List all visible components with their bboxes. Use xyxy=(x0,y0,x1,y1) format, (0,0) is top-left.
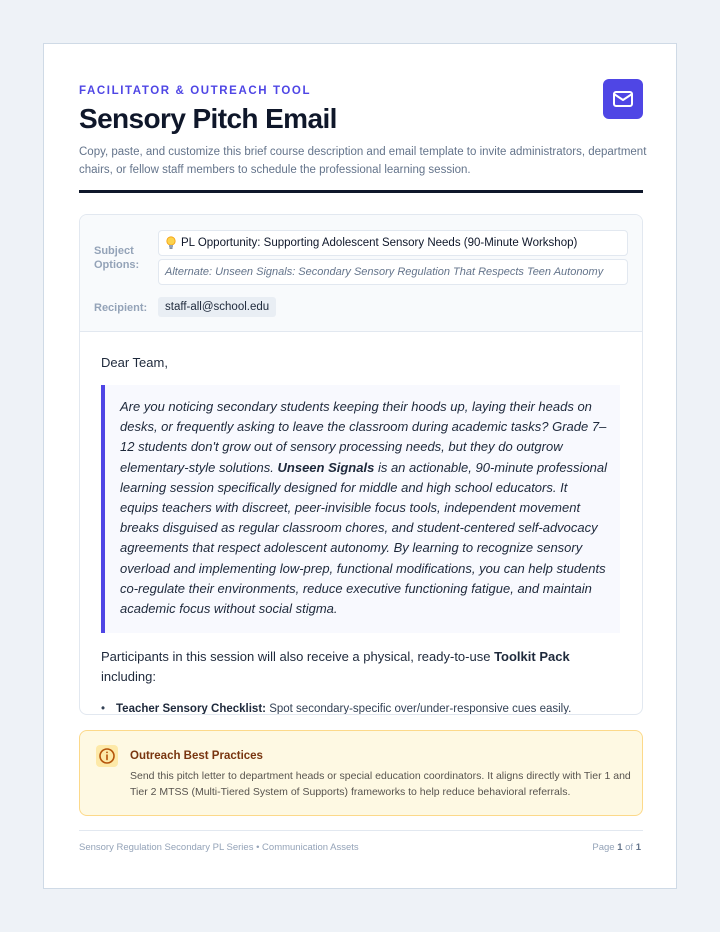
recipient-chip[interactable]: staff-all@school.edu xyxy=(158,297,276,317)
footer-divider xyxy=(79,830,643,831)
email-template-card xyxy=(79,214,643,715)
header-divider xyxy=(79,190,643,193)
toolkit-paragraph xyxy=(101,647,620,687)
footer-series: Sensory Regulation Secondary PL Series • Communication Assets xyxy=(79,842,359,853)
para2-emphasis: Toolkit Pack xyxy=(494,649,570,664)
lightbulb-icon xyxy=(165,236,177,250)
page-prefix: Page xyxy=(592,842,618,853)
document-page xyxy=(43,43,677,889)
subject-option-primary[interactable] xyxy=(158,230,628,256)
para2-text-2: including: xyxy=(101,669,156,684)
email-greeting: Dear Team, xyxy=(101,355,168,370)
recipient-label: Recipient: xyxy=(94,302,148,314)
subject-alt-text: Alternate: Unseen Signals: Secondary Sensory Regulation That Respects Teen Autonomy xyxy=(165,266,604,278)
tips-body: Send this pitch letter to department heads or special education coordinators. It aligns directly with Tier 1 and Tier 2 MTSS (Multi-Tiered System of Supports) frameworks to help reduce behavioral referrals. xyxy=(130,770,631,798)
list-item-title: Teacher Sensory Checklist: xyxy=(116,703,266,715)
intro-text: Copy, paste, and customize this brief course description and email template to invite administrators, department chairs, or fellow staff members to schedule the professional learning session. xyxy=(79,146,647,176)
email-meta xyxy=(80,215,642,332)
page-current: 1 xyxy=(617,842,623,853)
tips-title: Outreach Best Practices xyxy=(130,750,263,762)
para2-text-1: Participants in this session will also receive a physical, ready-to-use xyxy=(101,649,495,664)
quote-emphasis: Unseen Signals xyxy=(277,459,375,475)
outreach-tips-callout xyxy=(79,730,643,816)
subject-primary-text: PL Opportunity: Supporting Adolescent Sensory Needs (90-Minute Workshop) xyxy=(181,237,578,249)
toolkit-list xyxy=(101,701,620,715)
mail-icon xyxy=(611,87,635,111)
eyebrow-label: FACILITATOR & OUTREACH TOOL xyxy=(79,85,312,97)
page-title: Sensory Pitch Email xyxy=(79,103,337,134)
quote-text-1: Are you noticing secondary students keeping their hoods up, laying their heads on desks, or frequently asking to leave the classroom during academic tasks? Grade 7–12 students don't grow out of sensory processing needs, but they do outgrow elementary-style solutions. xyxy=(120,399,607,475)
page-total: 1 xyxy=(635,842,641,853)
list-item xyxy=(101,701,620,715)
list-item-text: Spot secondary-specific over/under-responsive cues easily. xyxy=(266,703,572,715)
info-icon xyxy=(96,745,118,767)
quote-text-2: is an actionable, 90-minute professional learning session specifically designed for middle and high school educators. It equips teachers with discreet, peer-invisible focus tools, independent movement breaks disguised as regular classroom chores, and student-centered self-advocacy agreements that respect adolescent autonomy. By learning to recognize sensory overload and implementing low-prep, functional modifications, you can help students co-regulate their environments, reduce executive functioning fatigue, and maintain academic focus without social stigma. xyxy=(120,459,608,617)
subject-label: Subject Options: xyxy=(94,245,140,271)
mail-badge xyxy=(603,79,643,119)
footer-page-number xyxy=(592,842,641,853)
subject-option-alternate[interactable] xyxy=(158,259,628,285)
page-sep: of xyxy=(622,842,636,853)
pitch-blockquote xyxy=(101,385,620,633)
